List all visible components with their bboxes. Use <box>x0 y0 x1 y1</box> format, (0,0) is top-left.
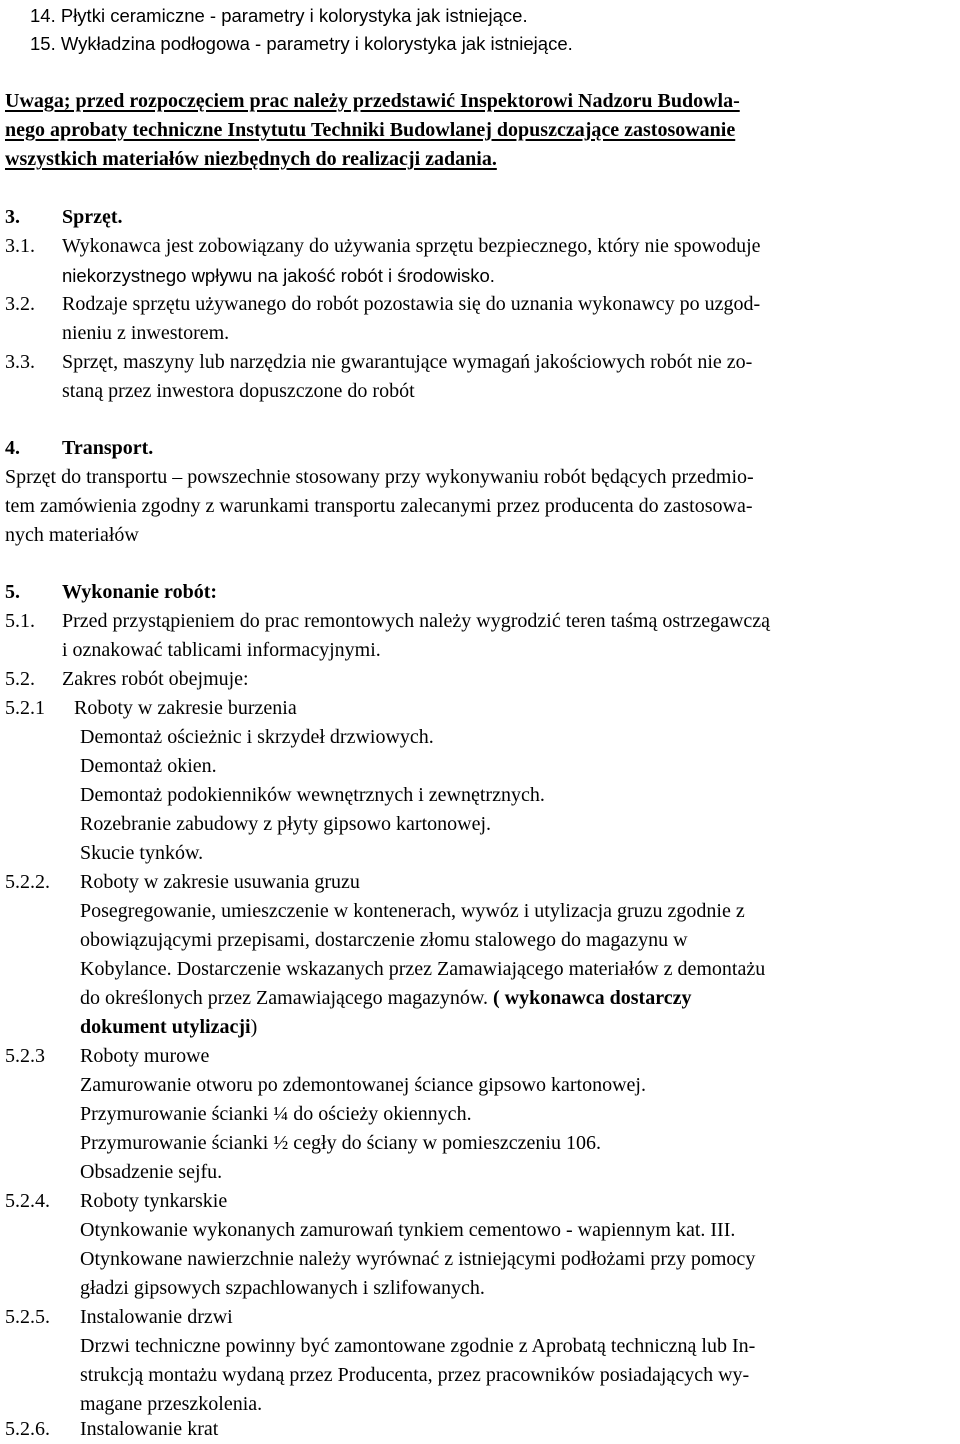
item-5-2-5-number: 5.2.5. <box>5 1306 50 1328</box>
item-5-1-line-1: Przed przystąpieniem do prac remontowych należy wygrodzić teren taśmą ostrzegawczą <box>62 610 771 632</box>
item-5-2-1-title: Roboty w zakresie burzenia <box>74 697 297 719</box>
item-5-2-4-title: Roboty tynkarskie <box>80 1190 228 1212</box>
section-4-line-2: tem zamówienia zgodny z warunkami transportu zalecanymi przez producenta do zastosowa- <box>5 495 753 517</box>
list-item-14: 14. Płytki ceramiczne - parametry i kolorystyka jak istniejące. <box>30 5 528 26</box>
item-5-2-2-line-4-bold: ( wykonawca dostarczy <box>492 987 692 1009</box>
item-5-2-2-line-4 <box>80 984 691 1013</box>
note-line-1: Uwaga; przed rozpoczęciem prac należy przedstawić Inspektorowi Nadzoru Budowla- <box>5 90 740 112</box>
item-5-2-text: Zakres robót obejmuje: <box>62 668 249 690</box>
item-3-1-line-1: Wykonawca jest zobowiązany do używania sprzętu bezpiecznego, który nie spowoduje <box>62 235 761 257</box>
item-5-2-1-line-1: Demontaż ościeżnic i skrzydeł drzwiowych. <box>80 726 434 748</box>
item-5-2-3-line-1: Zamurowanie otworu po zdemontowanej ściance gipsowo kartonowej. <box>80 1074 646 1096</box>
list-item-15: 15. Wykładzina podłogowa - parametry i kolorystyka jak istniejące. <box>30 33 573 54</box>
section-5-number: 5. <box>5 581 20 603</box>
item-5-2-1-line-2: Demontaż okien. <box>80 755 217 777</box>
item-3-2-line-2: nieniu z inwestorem. <box>62 322 230 344</box>
item-5-2-number: 5.2. <box>5 668 35 690</box>
item-5-2-3-line-2: Przymurowanie ścianki ¼ do ościeży okiennych. <box>80 1103 472 1125</box>
note-line-2: nego aprobaty techniczne Instytutu Techniki Budowlanej dopuszczające zastosowanie <box>5 119 736 141</box>
section-4-line-1: Sprzęt do transportu – powszechnie stosowany przy wykonywaniu robót będących przedmio- <box>5 466 754 488</box>
item-5-2-1-line-3: Demontaż podokienników wewnętrznych i zewnętrznych. <box>80 784 545 806</box>
item-5-2-5-line-3: magane przeszkolenia. <box>80 1393 263 1415</box>
item-3-3-number: 3.3. <box>5 351 35 373</box>
item-5-2-2-line-5 <box>80 1013 257 1042</box>
item-3-2-number: 3.2. <box>5 293 35 315</box>
item-5-2-4-line-1: Otynkowanie wykonanych zamurowań tynkiem cementowo - wapiennym kat. III. <box>80 1219 736 1241</box>
item-5-2-5-title: Instalowanie drzwi <box>80 1306 233 1328</box>
item-5-2-2-line-5-tail: ) <box>250 1016 258 1038</box>
section-4-line-3: nych materiałów <box>5 524 139 546</box>
item-3-1-line-2: niekorzystnego wpływu na jakość robót i środowisko. <box>62 265 495 286</box>
item-3-1-number: 3.1. <box>5 235 35 257</box>
item-3-3-line-1: Sprzęt, maszyny lub narzędzia nie gwarantujące wymagań jakościowych robót nie zo- <box>62 351 753 373</box>
item-5-2-5-line-1: Drzwi techniczne powinny być zamontowane zgodnie z Aprobatą techniczną lub In- <box>80 1335 756 1357</box>
section-3-number: 3. <box>5 206 20 228</box>
item-3-3-line-2: staną przez inwestora dopuszczone do robót <box>62 380 415 402</box>
item-5-2-2-number: 5.2.2. <box>5 871 50 893</box>
item-3-2-line-1: Rodzaje sprzętu używanego do robót pozostawia się do uznania wykonawcy po uzgod- <box>62 293 761 315</box>
item-5-2-3-line-3: Przymurowanie ścianki ½ cegły do ściany w pomieszczeniu 106. <box>80 1132 601 1154</box>
item-5-2-4-line-2: Otynkowane nawierzchnie należy wyrównać z istniejącymi podłożami przy pomocy <box>80 1248 756 1270</box>
item-5-2-3-title: Roboty murowe <box>80 1045 210 1067</box>
section-5-title: Wykonanie robót: <box>62 581 218 603</box>
item-5-2-5-line-2: strukcją montażu wydaną przez Producenta, przez pracowników posiadających wy- <box>80 1364 750 1386</box>
item-5-2-2-line-4-plain: do określonych przez Zamawiającego magazynów. <box>80 987 493 1009</box>
item-5-2-1-number: 5.2.1 <box>5 697 45 719</box>
section-3-title: Sprzęt. <box>62 206 123 228</box>
item-5-2-1-line-5: Skucie tynków. <box>80 842 204 864</box>
item-5-2-4-line-3: gładzi gipsowych szpachlowanych i szlifowanych. <box>80 1277 485 1299</box>
item-5-1-line-2: i oznakować tablicami informacyjnymi. <box>62 639 381 661</box>
item-5-1-number: 5.1. <box>5 610 35 632</box>
item-5-2-2-line-3: Kobylance. Dostarczenie wskazanych przez Zamawiającego materiałów z demontażu <box>80 958 766 980</box>
item-5-2-6-number: 5.2.6. <box>5 1418 50 1440</box>
item-5-2-3-number: 5.2.3 <box>5 1045 45 1067</box>
section-4-number: 4. <box>5 437 20 459</box>
section-4-title: Transport. <box>62 437 154 459</box>
item-5-2-2-line-5-bold: dokument utylizacji <box>80 1016 251 1038</box>
item-5-2-6-title: Instalowanie krat <box>80 1418 219 1440</box>
item-5-2-2-title: Roboty w zakresie usuwania gruzu <box>80 871 360 893</box>
item-5-2-1-line-4: Rozebranie zabudowy z płyty gipsowo kartonowej. <box>80 813 492 835</box>
item-5-2-4-number: 5.2.4. <box>5 1190 50 1212</box>
item-5-2-3-line-4: Obsadzenie sejfu. <box>80 1161 223 1183</box>
note-line-3: wszystkich materiałów niezbędnych do realizacji zadania. <box>5 148 497 170</box>
item-5-2-2-line-2: obowiązującymi przepisami, dostarczenie złomu stalowego do magazynu w <box>80 929 688 951</box>
item-5-2-2-line-1: Posegregowanie, umieszczenie w kontenerach, wywóz i utylizacja gruzu zgodnie z <box>80 900 745 922</box>
